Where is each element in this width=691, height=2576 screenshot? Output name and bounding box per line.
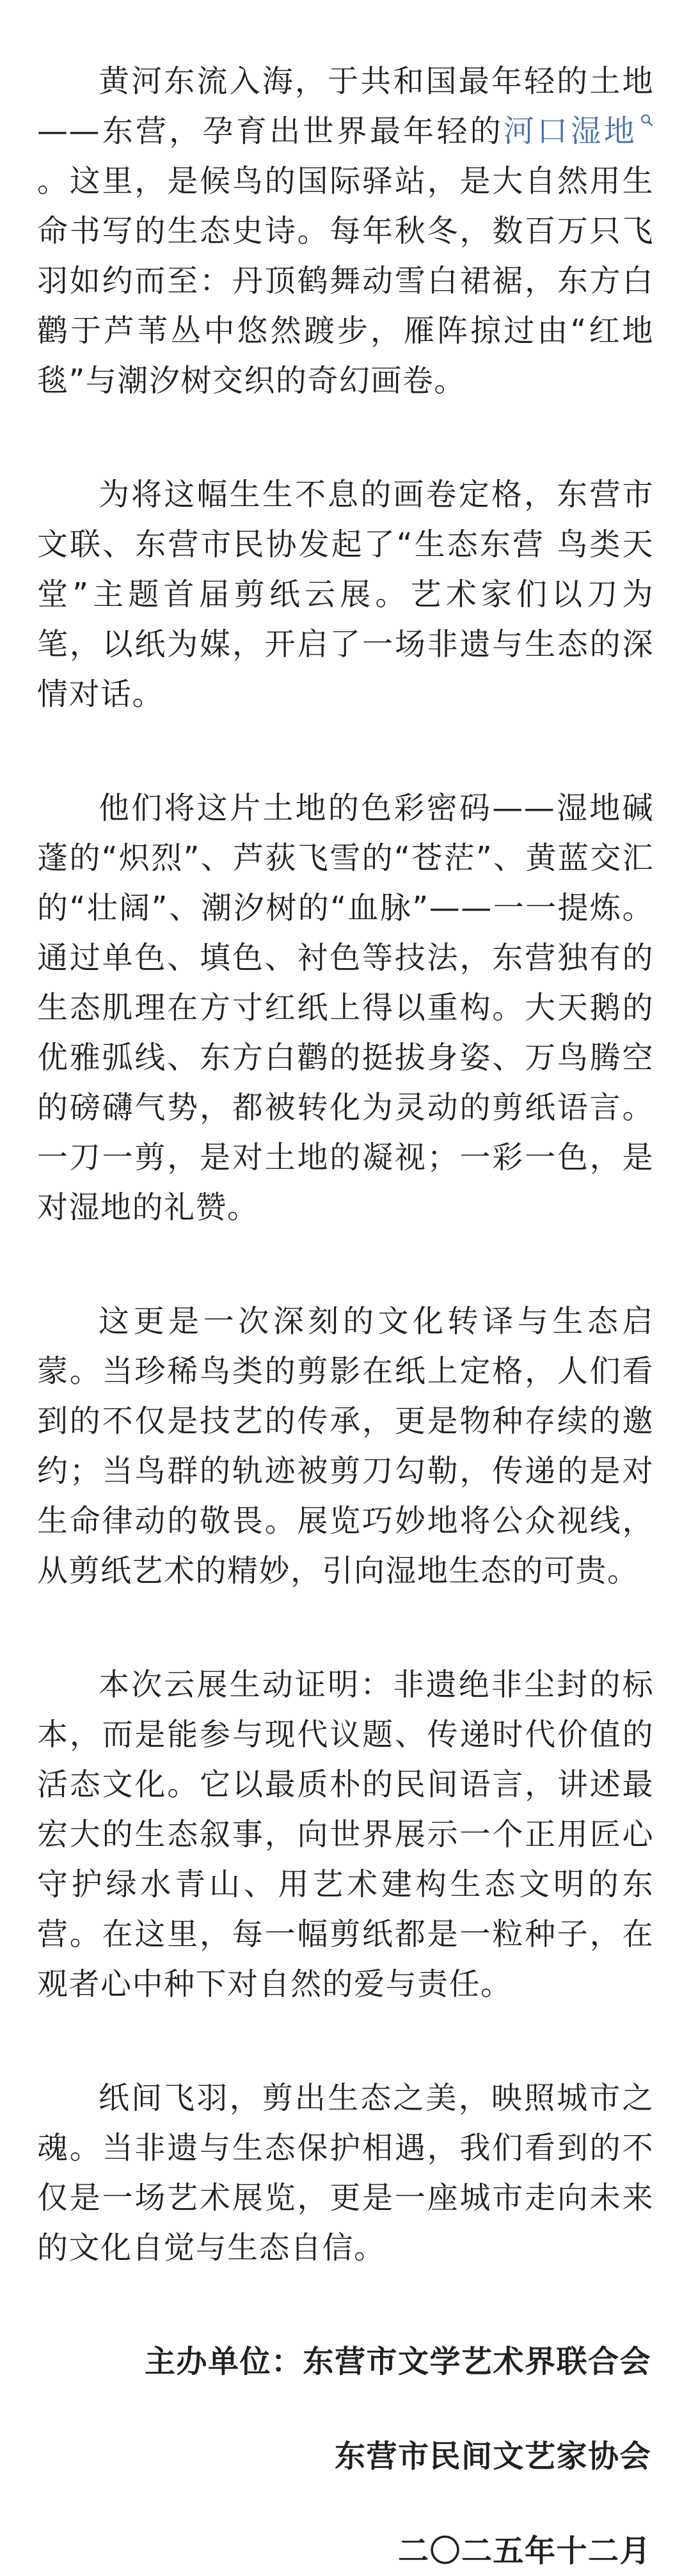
- search-icon[interactable]: [640, 113, 654, 127]
- paragraph-4: 这更是一次深刻的文化转译与生态启蒙。当珍稀鸟类的剪影在纸上定格，人们看到的不仅是技艺的传承，更是物种存续的邀约；当鸟群的轨迹被剪刀勾勒，传递的是对生命律动的敬畏。展览巧妙地将公众视线，从剪纸艺术的精妙，引向湿地生态的可贵。: [37, 1303, 654, 1589]
- paragraph-1: [37, 56, 654, 406]
- co-organizer-line: 东营市民间文艺家协会: [334, 2438, 651, 2474]
- paragraph-1-text-after: 。这里，是候鸟的国际驿站，是大自然用生命书写的生态史诗。每年秋冬，数百万只飞羽如约而至：丹顶鹤舞动雪白裙裾，东方白鹳于芦苇丛中悠然踱步，雁阵掠过由“红地毯”与潮汐树交织的奇幻画卷。: [37, 163, 654, 399]
- wetland-link[interactable]: 河口湿地: [503, 113, 637, 149]
- paragraph-6: 纸间飞羽，剪出生态之美，映照城市之魂。当非遗与生态保护相遇，我们看到的不仅是一场艺术展览，更是一座城市走向未来的文化自觉与生态自信。: [37, 2080, 654, 2266]
- paragraph-5: 本次云展生动证明：非遗绝非尘封的标本，而是能参与现代议题、传递时代价值的活态文化。它以最质朴的民间语言，讲述最宏大的生态叙事，向世界展示一个正用匠心守护绿水青山、用艺术建构生态文明的东营。在这里，每一幅剪纸都是一粒种子，在观者心中种下对自然的爱与责任。: [37, 1667, 654, 2002]
- credits-block: [37, 2337, 654, 2576]
- date-line: 二〇二五年十二月: [397, 2533, 651, 2569]
- paragraph-2: 为将这幅生生不息的画卷定格，东营市文联、东营市民协发起了“生态东营 鸟类天堂”主题首届剪纸云展。艺术家们以刀为笔，以纸为媒，开启了一场非遗与生态的深情对话。: [37, 477, 654, 712]
- paragraph-1-text-before: 黄河东流入海，于共和国最年轻的土地——东营，孕育出世界最年轻的: [37, 63, 654, 149]
- paragraph-3: 他们将这片土地的色彩密码——湿地碱蓬的“炽烈”、芦荻飞雪的“苍茫”、黄蓝交汇的“壮阔”、潮汐树的“血脉”——一一提炼。通过单色、填色、衬色等技法，东营独有的生态肌理在方寸红纸上得以重构。大天鹅的优雅弧线、东方白鹳的挺拔身姿、万鸟腾空的磅礴气势，都被转化为灵动的剪纸语言。一刀一剪，是对土地的凝视；一彩一色，是对湿地的礼赞。: [37, 790, 654, 1225]
- organizer-line: 主办单位：东营市文学艺术界联合会: [144, 2344, 651, 2380]
